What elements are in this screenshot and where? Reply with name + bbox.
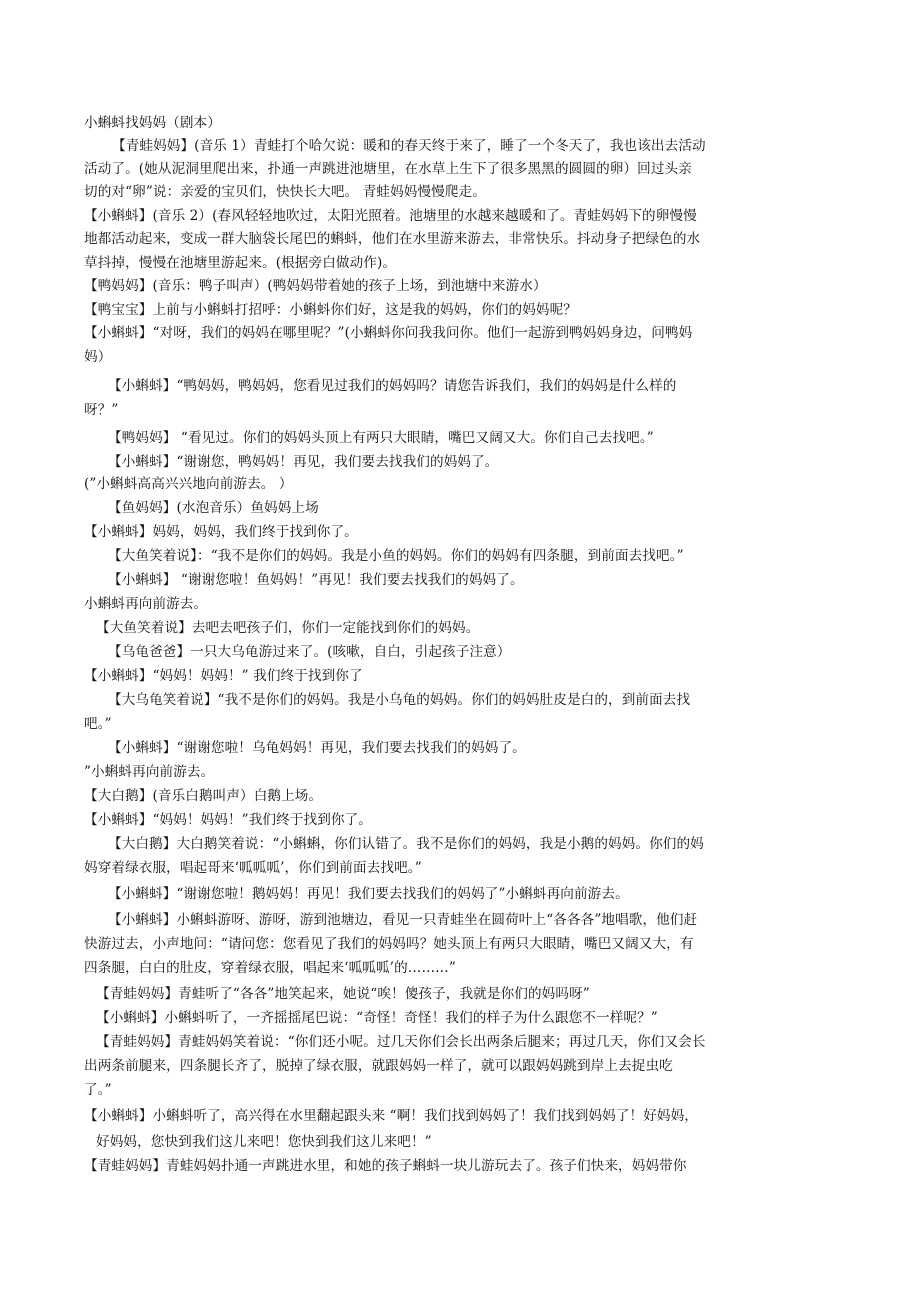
paragraph-line: 【青蛙妈妈】(音乐 1）青蛙打个哈欠说：暖和的春天终于来了，睡了一个冬天了，我也该出去活动 [112, 138, 706, 154]
paragraph-line: 切的对“卵”说：亲爱的宝贝们，快快长大吧。 青蛙妈妈慢慢爬走。 [84, 184, 486, 200]
paragraph-line: 【小蝌蚪】“对呀，我们的妈妈在哪里呢？”(小蝌蚪你问我我问你。他们一起游到鸭妈妈身边，问鸭妈 [84, 325, 693, 341]
paragraph-line: 【鸭妈妈】 “看见过。你们的妈妈头顶上有两只大眼睛，嘴巴又阔又大。你们自己去找吧。” [108, 430, 654, 446]
paragraph-line: 【大白鹅】大白鹅笑着说：“小蝌蝌，你们认错了。我不是你们的妈妈，我是小鹅的妈妈。你们的妈 [108, 836, 704, 852]
paragraph-line: 【小蝌蚪】“妈妈！妈妈！”我们终于找到你了。 [84, 812, 372, 828]
paragraph-line: 出两条前腿来，四条腿长齐了，脱掉了绿衣服，就跟妈妈一样了，就可以跟妈妈跳到岸上去捉虫吃 [84, 1058, 673, 1074]
paragraph-line: 快游过去，小声地问：“请问您：您看见了我们的妈妈吗？她头顶上有两只大眼睛，嘴巴又阔又大，有 [84, 936, 694, 952]
paragraph-line: 地都活动起来，变成一群大脑袋长尾巴的蝌蚪，他们在水里游来游去，非常快乐。抖动身子把绿色的水 [84, 231, 701, 247]
paragraph-line: 【鸭宝宝】上前与小蝌蚪打招呼：小蝌蚪你们好，这是我的妈妈，你们的妈妈呢？ [84, 302, 577, 318]
paragraph-line: 好妈妈，您快到我们这儿来吧！您快到我们这儿来吧！” [96, 1134, 432, 1150]
paragraph-line: 吧。” [84, 716, 112, 732]
paragraph-line: 【青蛙妈妈】青蛙听了“各各”地笑起来，她说“唉！傻孩子，我就是你们的妈吗呀” [96, 986, 590, 1002]
paragraph-line: 【小蝌蚪】“妈妈！妈妈！” 我们终于找到你了 [84, 668, 363, 684]
paragraph-line: 草抖掉，慢慢在池塘里游起来。(根据旁白做动作)。 [84, 255, 397, 271]
paragraph-line: 【小蝌蚪】“谢谢您啦！乌龟妈妈！再见，我们要去找我们的妈妈了。 [108, 740, 526, 756]
paragraph-line: 四条腿，白白的肚皮，穿着绿衣服，唱起来‘呱呱呱’的………” [84, 960, 456, 976]
paragraph-line: 妈穿着绿衣服，唱起哥来‘呱呱呱’，你们到前面去找吧。” [84, 860, 422, 876]
paragraph-line: 【小蝌蚪】小蝌蚪听了，一齐摇摇尾巴说：“奇怪！奇怪！我们的样子为什么跟您不一样呢？” [96, 1010, 658, 1026]
paragraph-line: 【小蝌蚪】“谢谢您啦！鹅妈妈！再见！我们要去找我们的妈妈了”小蝌蚪再向前游去。 [108, 886, 629, 902]
document-title: 小蝌蚪找妈妈（剧本） [84, 115, 221, 131]
paragraph-line: 【小蝌蚪】 “谢谢您啦！鱼妈妈！”再见！我们要去找我们的妈妈了。 [108, 572, 524, 588]
paragraph-line: 【小蝌蚪】小蝌蚪游呀、游呀，游到池塘边，看见一只青蛙坐在圆荷叶上“各各各”地唱歌，他们赶 [108, 912, 698, 928]
paragraph-line: (”小蝌蚪高高兴兴地向前游去。 ） [84, 476, 293, 492]
paragraph-line: 【大鱼笑着说】去吧去吧孩子们，你们一定能找到你们的妈妈。 [96, 620, 480, 636]
paragraph-line: 【小蝌蚪】“谢谢您，鸭妈妈！再见，我们要去找我们的妈妈了。 [108, 454, 499, 470]
paragraph-line: 【鸭妈妈】(音乐：鸭子叫声）(鸭妈妈带着她的孩子上场，到池塘中来游水） [84, 278, 547, 294]
paragraph-line: 【大乌龟笑着说】“我不是你们的妈妈。我是小乌龟的妈妈。你们的妈妈肚皮是白的，到前面去找 [108, 692, 691, 708]
paragraph-line: 呀？” [84, 402, 119, 418]
paragraph-line: 【鱼妈妈】(水泡音乐）鱼妈妈上场 [108, 500, 319, 516]
paragraph-line: 了。” [84, 1082, 112, 1098]
paragraph-line: 【乌龟爸爸】一只大乌龟游过来了。(咳嗽，自白，引起孩子注意） [108, 644, 511, 660]
paragraph-line: 【小蝌蚪】“鸭妈妈，鸭妈妈，您看见过我们的妈妈吗？请您告诉我们，我们的妈妈是什么样的 [108, 378, 677, 394]
paragraph-line: 【大白鹅】(音乐白鹅叫声）白鹅上场。 [84, 788, 323, 804]
paragraph-line: 【小蝌蚪】(音乐 2）(春风轻轻地吹过，太阳光照着。池塘里的水越来越暖和了。青蛙妈妈下的卵慢慢 [84, 208, 697, 224]
paragraph-line: ”小蝌蚪再向前游去。 [84, 764, 215, 780]
paragraph-line: 【大鱼笑着说】：“我不是你们的妈妈。我是小鱼的妈妈。你们的妈妈有四条腿，到前面去找吧。” [108, 548, 684, 564]
paragraph-line: 【小蝌蚪】小蝌蚪听了，高兴得在水里翻起跟头来 “啊！我们找到妈妈了！我们找到妈妈了！好妈妈， [84, 1108, 698, 1124]
paragraph-line: 【青蛙妈妈】青蛙妈妈笑着说：“你们还小呢。过几天你们会长出两条后腿来；再过几天，你们又会长 [96, 1034, 706, 1050]
paragraph-line: 活动了。(她从泥洞里爬出来，扑通一声跳进池塘里，在水草上生下了很多黑黑的圆圆的卵）回过头亲 [84, 161, 692, 177]
paragraph-line: 【青蛙妈妈】青蛙妈妈扑通一声跳进水里，和她的孩子蝌蚪一块儿游玩去了。孩子们快来，妈妈带你 [84, 1158, 687, 1174]
paragraph-line: 【小蝌蚪】妈妈，妈妈，我们终于找到你了。 [84, 524, 358, 540]
paragraph-line: 小蝌蚪再向前游去。 [84, 596, 208, 612]
paragraph-line: 妈） [84, 349, 112, 365]
